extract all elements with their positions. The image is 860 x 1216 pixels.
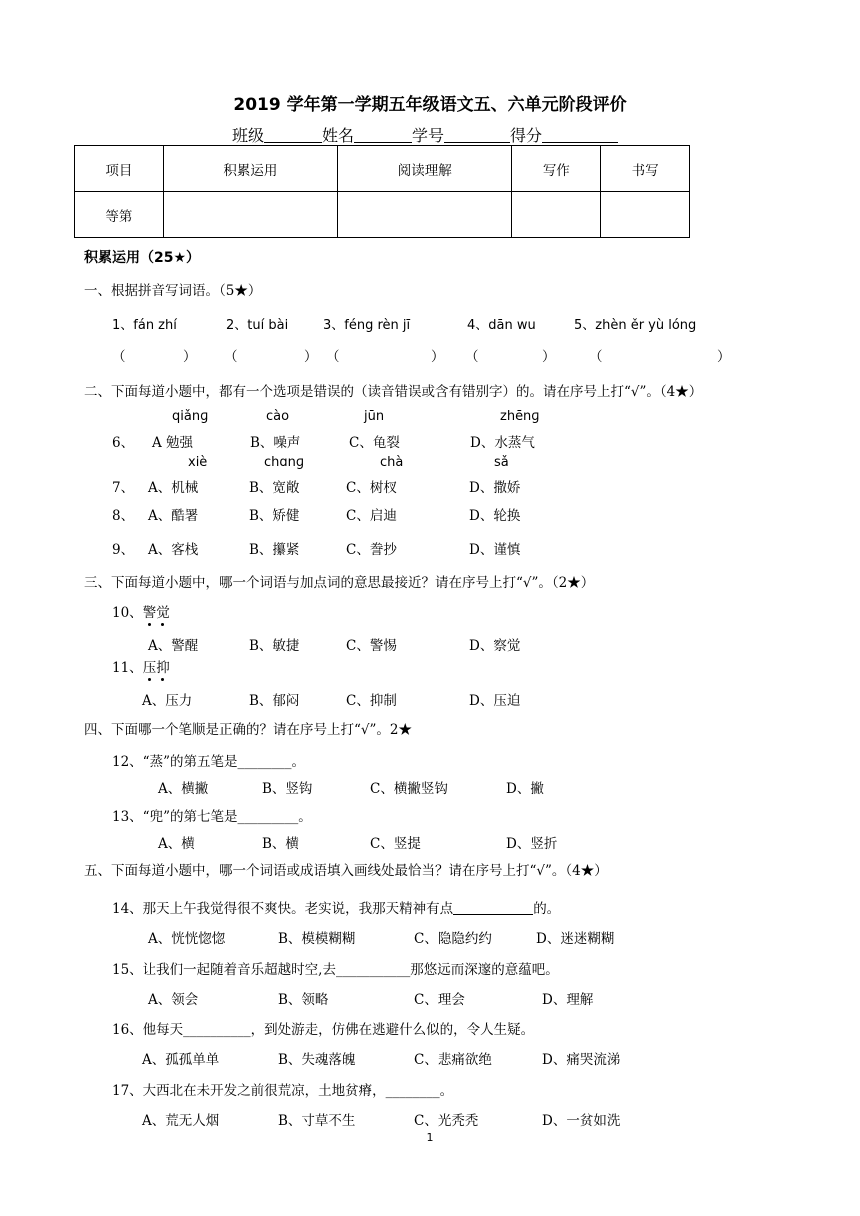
q9-option-b[interactable]: B、攥紧 [249, 542, 300, 558]
q12-option-d[interactable]: D、撇 [506, 781, 544, 797]
q11-option-b[interactable]: B、郁闷 [249, 693, 300, 709]
q14-option-c[interactable]: C、隐隐约约 [414, 931, 492, 947]
q7-pinyin-b: chɑnɡ [264, 455, 305, 470]
grade-table-header-row [75, 146, 690, 192]
q13-option-c[interactable]: C、竖提 [370, 836, 421, 852]
q13-option-d[interactable]: D、竖折 [506, 836, 558, 852]
q4-instruction: 四、下面哪一个笔顺是正确的？请在序号上打“√”。2★ [84, 722, 412, 738]
grade-table [74, 145, 690, 238]
student-id-label: 学号 [412, 126, 445, 145]
page-number: 1 [426, 1131, 434, 1144]
q10-dotted-char-2: 觉 [156, 601, 170, 621]
q14-stem [112, 897, 560, 917]
q7-pinyin-a: xiè [188, 455, 208, 470]
q1-pinyin-4: 4、dān wu [467, 318, 536, 333]
q17-option-b[interactable]: B、寸草不生 [278, 1113, 356, 1129]
grade-header-accumulation: 积累运用 [163, 146, 337, 192]
q6-option-a[interactable]: A 勉强 [152, 435, 194, 451]
q6-pinyin-c: jūn [364, 409, 385, 424]
q17-option-d[interactable]: D、一贫如洗 [542, 1113, 621, 1129]
q13-option-b[interactable]: B、横 [262, 836, 299, 852]
grade-row-label: 等第 [75, 192, 164, 238]
q8-option-c[interactable]: C、启迪 [346, 508, 397, 524]
q16-option-c[interactable]: C、悲痛欲绝 [414, 1052, 492, 1068]
q1-pinyin-3: 3、féng rèn jī [323, 318, 411, 333]
q1-pinyin-2: 2、tuí bài [226, 318, 289, 333]
q9-option-c[interactable]: C、誊抄 [346, 542, 397, 558]
q6-pinyin-a: qiǎnɡ [172, 409, 209, 424]
grade-header-handwriting: 书写 [601, 146, 690, 192]
q7-option-c[interactable]: C、树杈 [346, 480, 397, 496]
q10-option-d[interactable]: D、察觉 [469, 638, 521, 654]
q6-option-c[interactable]: C、龟裂 [349, 435, 400, 451]
q9-option-a[interactable]: A、客栈 [148, 542, 199, 558]
q6-pinyin-b: cào [266, 409, 290, 424]
score-label: 得分 [510, 126, 543, 145]
q3-instruction: 三、下面每道小题中，哪一个词语与加点词的意思最接近？请在序号上打“√”。（2★） [84, 575, 595, 591]
q10-dotted-char-1: 警 [143, 601, 157, 621]
q6-option-d[interactable]: D、水蒸气 [470, 435, 535, 451]
q8-option-d[interactable]: D、轮换 [469, 508, 521, 524]
name-label: 姓名 [322, 126, 355, 145]
q14-option-a[interactable]: A、恍恍惚惚 [148, 931, 226, 947]
grade-header-reading: 阅读理解 [338, 146, 512, 192]
q12-option-c[interactable]: C、横撇竖钩 [370, 781, 448, 797]
q14-option-b[interactable]: B、模模糊糊 [278, 931, 356, 947]
q15-option-c[interactable]: C、理会 [414, 992, 465, 1008]
q2-instruction: 二、下面每道小题中，都有一个选项是错误的（读音错误或含有错别字）的。请在序号上打“√”。（4★） [84, 384, 703, 400]
q16-option-d[interactable]: D、痛哭流涕 [542, 1052, 621, 1068]
grade-cell-handwriting[interactable] [601, 192, 690, 238]
student-id-blank[interactable] [444, 126, 510, 143]
q8-option-a[interactable]: A、酷署 [148, 508, 199, 524]
q7-option-b[interactable]: B、宽敞 [249, 480, 300, 496]
q10-number: 10、 [112, 605, 143, 621]
q1-pinyin-1: 1、fán zhí [112, 318, 177, 333]
q9-number: 9、 [112, 542, 135, 558]
q1-answer-paren-close-5: ） [717, 349, 731, 365]
q16-option-a[interactable]: A、孤孤单单 [142, 1052, 220, 1068]
q10-stem [112, 601, 170, 621]
q11-option-c[interactable]: C、抑制 [346, 693, 397, 709]
q12-stem: 12、“蒸”的第五笔是________。 [112, 754, 305, 770]
q16-option-b[interactable]: B、失魂落魄 [278, 1052, 356, 1068]
q10-option-a[interactable]: A、警醒 [148, 638, 199, 654]
page-title: 2019 学年第一学期五年级语文五、六单元阶段评价 [233, 95, 627, 115]
class-blank[interactable] [264, 126, 322, 143]
q8-number: 8、 [112, 508, 135, 524]
section-title: 积累运用（25★） [84, 250, 201, 266]
grade-header-writing: 写作 [512, 146, 601, 192]
q1-answer-paren-close-4: ） [542, 349, 556, 365]
q14-blank[interactable] [453, 900, 533, 915]
q6-pinyin-d: zhēnɡ [500, 409, 540, 424]
q10-option-c[interactable]: C、警惕 [346, 638, 397, 654]
q6-option-b[interactable]: B、噪声 [250, 435, 301, 451]
q1-answer-paren-open-1: （ [112, 349, 126, 365]
grade-table-row [75, 192, 690, 238]
score-blank[interactable] [542, 126, 618, 143]
grade-cell-accumulation[interactable] [163, 192, 337, 238]
q10-option-b[interactable]: B、敏捷 [249, 638, 300, 654]
q1-answer-paren-open-3: （ [326, 349, 340, 365]
q15-option-d[interactable]: D、理解 [542, 992, 594, 1008]
class-label: 班级 [232, 126, 265, 145]
q17-option-c[interactable]: C、光秃秃 [414, 1113, 479, 1129]
q5-instruction: 五、下面每道小题中，哪一个词语或成语填入画线处最恰当？请在序号上打“√”。（4★） [84, 863, 608, 879]
q11-dotted-char-1: 压 [143, 656, 157, 676]
q1-answer-paren-close-3: ） [431, 349, 445, 365]
q15-option-b[interactable]: B、领略 [278, 992, 329, 1008]
q6-number: 6、 [112, 435, 135, 451]
q13-option-a[interactable]: A、横 [158, 836, 195, 852]
grade-header-item: 项目 [75, 146, 164, 192]
q16-stem: 16、他每天__________，到处游走，仿佛在逃避什么似的，令人生疑。 [112, 1022, 535, 1038]
q1-answer-paren-close-1: ） [183, 349, 197, 365]
q11-option-d[interactable]: D、压迫 [469, 693, 521, 709]
grade-cell-writing[interactable] [512, 192, 601, 238]
q8-option-b[interactable]: B、矫健 [249, 508, 300, 524]
q11-number: 11、 [112, 660, 143, 676]
grade-cell-reading[interactable] [338, 192, 512, 238]
q1-pinyin-5: 5、zhèn ěr yù lóng [574, 318, 697, 333]
q7-pinyin-c: chà [380, 455, 404, 470]
q12-option-a[interactable]: A、横撇 [158, 781, 209, 797]
q17-option-a[interactable]: A、荒无人烟 [142, 1113, 220, 1129]
q13-stem: 13、“兜”的第七笔是_________。 [112, 809, 312, 825]
q1-instruction: 一、根据拼音写词语。（5★） [84, 283, 262, 299]
q12-option-b[interactable]: B、竖钩 [262, 781, 313, 797]
q14-text-before: 14、那天上午我觉得很不爽快。老实说，我那天精神有点 [112, 901, 454, 917]
q11-option-a[interactable]: A、压力 [142, 693, 193, 709]
q15-option-a[interactable]: A、领会 [148, 992, 199, 1008]
q11-stem [112, 656, 170, 676]
q17-stem: 17、大西北在未开发之前很荒凉，土地贫瘠，________。 [112, 1083, 454, 1099]
q7-pinyin-d: sǎ [494, 455, 509, 470]
q14-option-d[interactable]: D、迷迷糊糊 [536, 931, 615, 947]
q14-text-after: 的。 [533, 901, 561, 917]
student-info-line [232, 123, 618, 146]
q7-option-a[interactable]: A、机械 [148, 480, 199, 496]
q1-answer-paren-close-2: ） [304, 349, 318, 365]
q11-dotted-char-2: 抑 [156, 656, 170, 676]
q15-stem: 15、让我们一起随着音乐超越时空,去___________那悠远而深邃的意蕴吧。 [112, 962, 559, 978]
name-blank[interactable] [354, 126, 412, 143]
q1-answer-paren-open-4: （ [465, 349, 479, 365]
q1-answer-paren-open-5: （ [589, 349, 603, 365]
q9-option-d[interactable]: D、谨慎 [469, 542, 521, 558]
q1-answer-paren-open-2: （ [224, 349, 238, 365]
q7-number: 7、 [112, 480, 135, 496]
q7-option-d[interactable]: D、撒娇 [469, 480, 521, 496]
